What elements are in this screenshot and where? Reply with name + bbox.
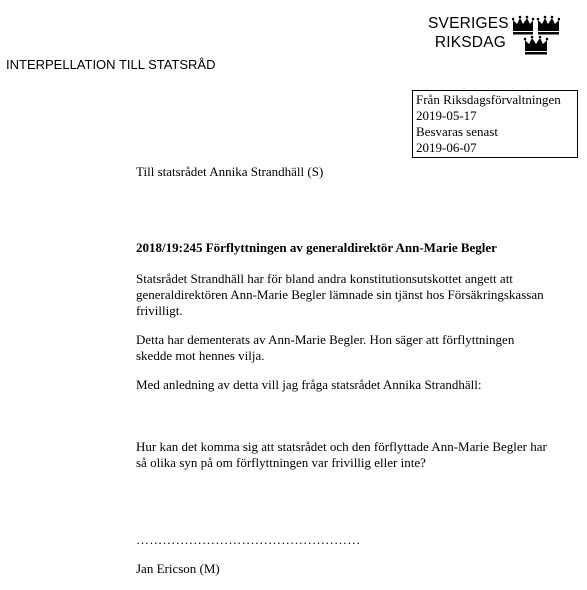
- paragraph-1-line: Statsrådet Strandhäll har för bland andra konstitutionsutskottet angett att: [136, 271, 513, 286]
- info-date: 2019-05-17: [416, 108, 477, 123]
- three-crowns-icon: [512, 15, 560, 55]
- signature-line: ……………………………………………: [136, 532, 361, 547]
- question-line: Hur kan det komma sig att statsrådet och den förflyttade Ann-Marie Begler har: [136, 439, 547, 454]
- info-box: [412, 90, 578, 158]
- logo-line-1: SVERIGES: [428, 15, 509, 32]
- info-answer-date: 2019-06-07: [416, 140, 477, 155]
- paragraph-3-line: Med anledning av detta vill jag fråga statsrådet Annika Strandhäll:: [136, 377, 482, 392]
- riksdag-logo: [428, 14, 560, 58]
- question-line: så olika syn på om förflyttningen var frivillig eller inte?: [136, 455, 426, 470]
- signer-name: Jan Ericson (M): [136, 561, 220, 576]
- logo-line-2: RIKSDAG: [434, 34, 506, 51]
- info-answer-label: Besvaras senast: [416, 124, 498, 139]
- paragraph-2-line: Detta har dementerats av Ann-Marie Begler. Hon säger att förflyttningen: [136, 332, 515, 347]
- recipient-line: Till statsrådet Annika Strandhäll (S): [136, 164, 324, 179]
- paragraph-3: [136, 377, 576, 393]
- logo-text: [428, 14, 509, 52]
- question: [136, 439, 576, 471]
- paragraph-1-line: frivilligt.: [136, 303, 183, 318]
- paragraph-2-line: skedde mot hennes vilja.: [136, 348, 265, 363]
- paragraph-2: [136, 332, 576, 364]
- paragraph-1-line: generaldirektören Ann-Marie Begler lämnade sin tjänst hos Försäkringskassan: [136, 287, 544, 302]
- info-from: Från Riksdagsförvaltningen: [416, 92, 561, 107]
- document-type-heading: INTERPELLATION TILL STATSRÅD: [6, 57, 216, 72]
- interpellation-title: 2018/19:245 Förflyttningen av generaldirektör Ann-Marie Begler: [136, 240, 497, 255]
- paragraph-1: [136, 271, 576, 319]
